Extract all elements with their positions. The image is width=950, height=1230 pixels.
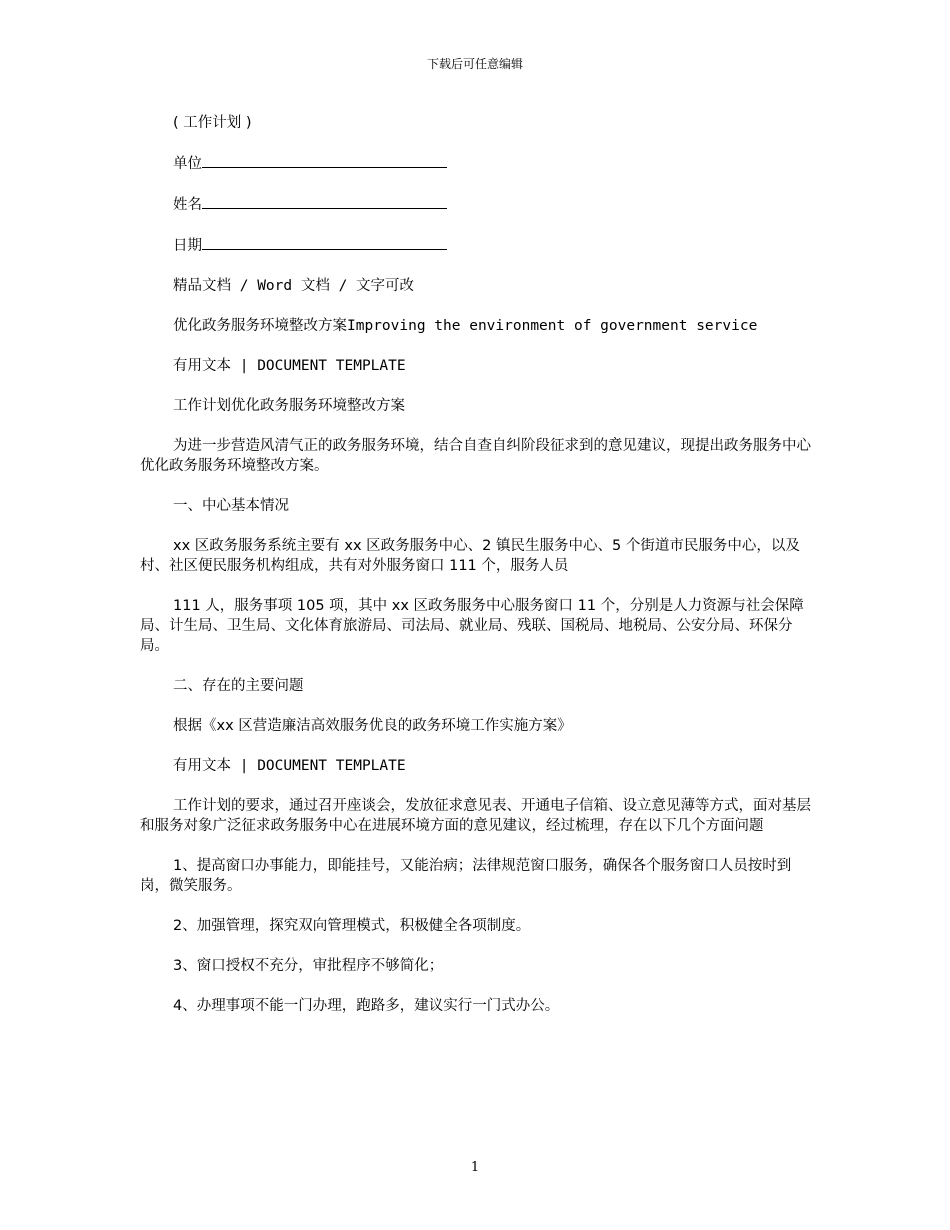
section-2-title: 二、存在的主要问题	[173, 678, 304, 694]
page-header: 下载后可任意编辑	[426, 57, 523, 71]
document-title-en: Improving the environment of government service	[347, 318, 758, 334]
field-unit-line	[202, 153, 447, 168]
field-date-label: 日期	[173, 238, 202, 254]
section-1-title: 一、中心基本情况	[173, 498, 289, 514]
list-item: 2、加强管理，探究双向管理模式，积极健全各项制度。	[173, 918, 531, 934]
section-1-paragraph-2: 111 人，服务事项 105 项，其中 xx 区政务服务中心服务窗口 11 个，分别是人力资源与社会保障局、计生局、卫生局、文化体育旅游局、司法局、就业局、残联、国税局、地税局、公安分局、环保分局。	[140, 598, 804, 654]
document-body	[140, 113, 820, 1036]
intro-paragraph: 为进一步营造风清气正的政务服务环境，结合自查自纠阶段征求到的意见建议，现提出政务服务中心优化政务服务环境整改方案。	[140, 438, 811, 474]
edit-note: 精品文档 / Word 文档 / 文字可改	[173, 278, 415, 294]
page-number: 1	[470, 1160, 480, 1175]
list-item: 1、提高窗口办事能力，即能挂号，又能治病；法律规范窗口服务，确保各个服务窗口人员按时到岗，微笑服务。	[140, 858, 792, 894]
field-name-label: 姓名	[173, 197, 202, 213]
doc-template-label-1: 有用文本 | DOCUMENT TEMPLATE	[173, 358, 406, 374]
section-1-paragraph-1: xx 区政务服务系统主要有 xx 区政务服务中心、2 镇民生服务中心、5 个街道市民服务中心，以及村、社区便民服务机构组成，共有对外服务窗口 111 个，服务人员	[140, 538, 800, 574]
list-item: 3、窗口授权不充分，审批程序不够简化；	[173, 958, 444, 974]
plan-label: ( 工作计划 )	[173, 115, 252, 131]
field-date-line	[202, 235, 447, 250]
section-2-paragraph-1: 根据《xx 区营造廉洁高效服务优良的政务环境工作实施方案》	[173, 718, 572, 734]
field-unit-label: 单位	[173, 156, 202, 172]
field-name-line	[202, 194, 447, 209]
document-title	[140, 316, 820, 336]
document-title-cn: 优化政务服务环境整改方案	[173, 318, 347, 334]
list-item: 4、办理事项不能一门办理，跑路多，建议实行一门式办公。	[173, 998, 560, 1014]
body-heading: 工作计划优化政务服务环境整改方案	[173, 398, 405, 414]
section-2-paragraph-2: 工作计划的要求，通过召开座谈会，发放征求意见表、开通电子信箱、设立意见薄等方式，面对基层和服务对象广泛征求政务服务中心在进展环境方面的意见建议，经过梳理，存在以下几个方面问题	[140, 798, 811, 834]
field-unit	[140, 153, 820, 174]
field-date	[140, 235, 820, 256]
field-name	[140, 194, 820, 215]
doc-template-label-2: 有用文本 | DOCUMENT TEMPLATE	[173, 758, 406, 774]
